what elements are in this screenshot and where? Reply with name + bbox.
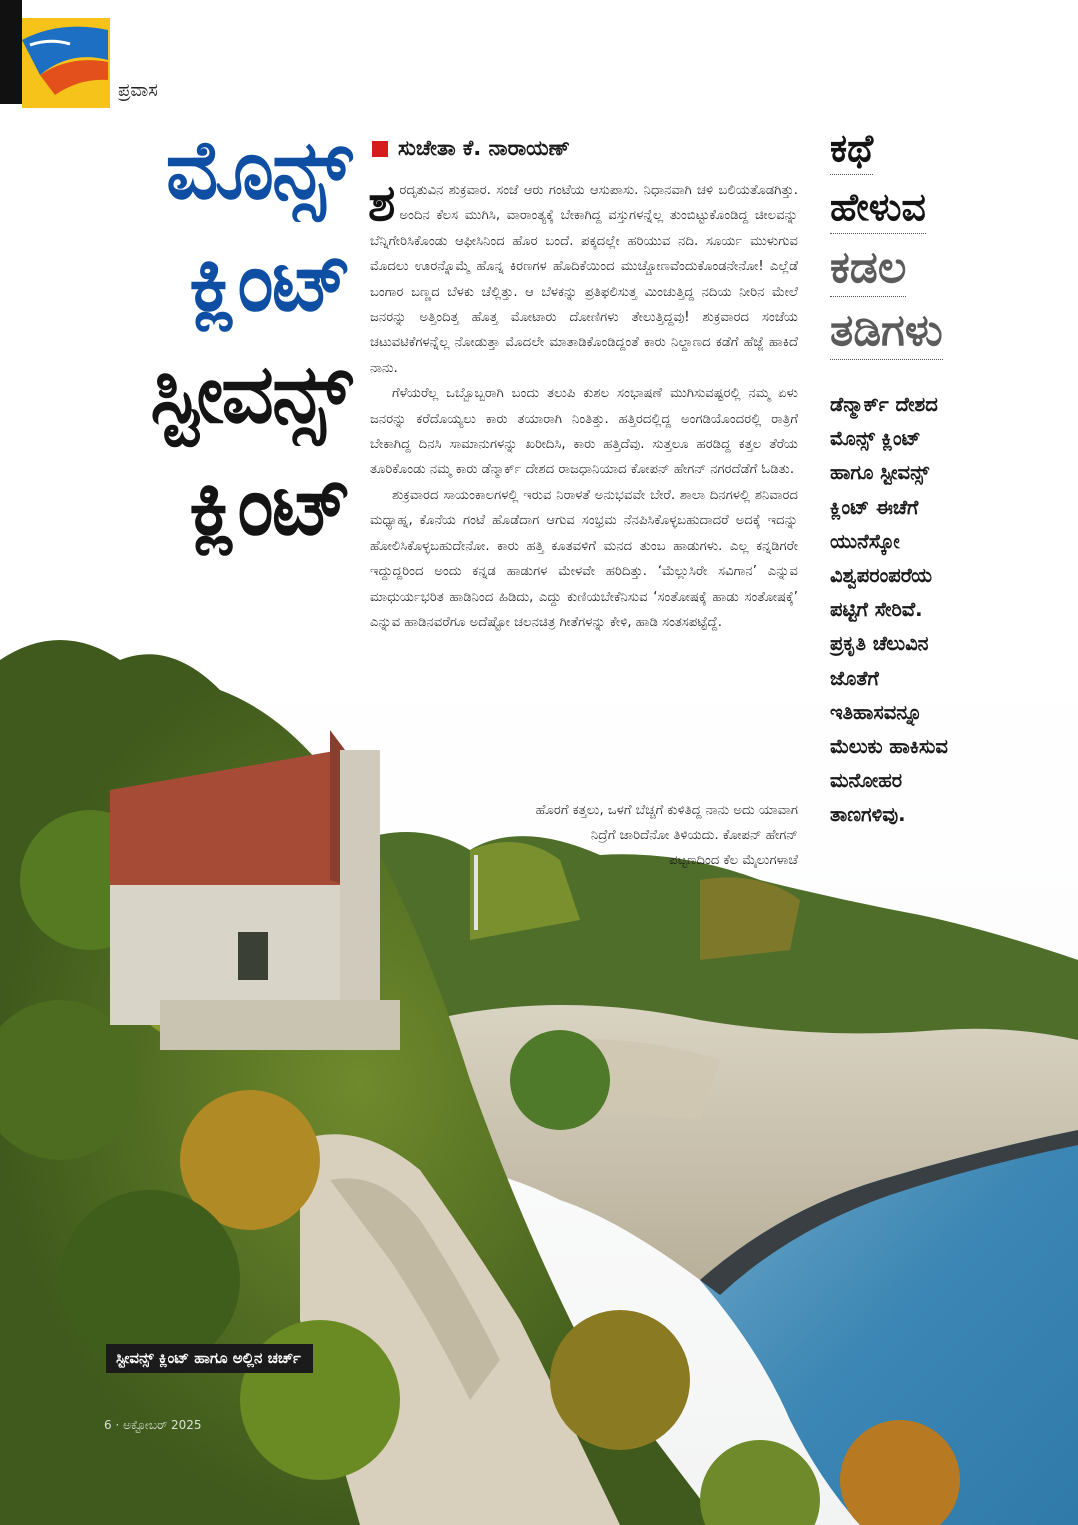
summary-line: ತಾಣಗಳಿವು. bbox=[830, 803, 906, 827]
title-line-2: ಕ್ಲಿಂಟ್ bbox=[189, 235, 350, 330]
magazine-logo-icon bbox=[0, 0, 115, 110]
section-label: ಪ್ರವಾಸ bbox=[118, 80, 158, 101]
side-heading bbox=[830, 122, 1030, 366]
paragraph-1-text: ರದೃತುವಿನ ಶುಕ್ರವಾರ. ಸಂಜೆ ಆರು ಗಂಟೆಯ ಆಸುಪಾಸು. ನಿಧಾನವಾಗಿ ಚಳಿ ಬಲಿಯತೊಡಗಿತ್ತು. ಅಂದಿನ ಕೆಲಸ ಮುಗಿಸಿ, ವಾರಾಂತ್ಯಕ್ಕೆ ಬೇಕಾಗಿದ್ದ ವಸ್ತುಗಳನ್ನೆಲ್ಲ ತುಂಬಿಟ್ಟುಕೊಂಡಿದ್ದ ಚೀಲವನ್ನು ಬೆನ್ನಿಗೇರಿಸಿಕೊಂಡು ಆಫೀಸಿನಿಂದ ಹೊರ ಬಂದೆ. ಪಕ್ಕದಲ್ಲೇ ಹರಿಯುವ ನದಿ. ಸೂರ್ಯ ಮುಳುಗುವ ಮೊದಲು ಊರನ್ನೊಮ್ಮೆ ಹೊನ್ನ ಕಿರಣಗಳ ಹೊದಿಕೆಯಿಂದ ಮುಚ್ಚೋಣವೆಂದುಕೊಂಡನೇನೋ! ಎಲ್ಲೆಡೆ ಬಂಗಾರ ಬಣ್ಣದ ಬೆಳಕು ಚೆಲ್ಲಿತ್ತು. ಆ ಬೆಳಕನ್ನು ಪ್ರತಿಫಲಿಸುತ್ತ ಮಿಂಚುತ್ತಿದ್ದ ನದಿಯ ನೀರಿನ ಮೇಲೆ ಜನರನ್ನು ಅತ್ತಿಂದಿತ್ತ ಹೊತ್ತ ಮೋಟಾರು ದೋಣಿಗಳು ತೇಲುತ್ತಿದ್ದವು! ಶುಕ್ರವಾರದ ಸಂಜೆಯ ಚಟುವಟಿಕೆಗಳನ್ನೆಲ್ಲ ನೋಡುತ್ತಾ ಮೊದಲೇ ಮಾತಾಡಿಕೊಂಡಿದ್ದಂತೆ ಕಾರು ನಿಲ್ದಾಣದ ಕಡೆಗೆ ಹೆಜ್ಜೆ ಹಾಕಿದೆ ನಾನು. bbox=[370, 183, 798, 376]
side-heading-2: ಹೇಳುವ bbox=[830, 181, 926, 234]
side-heading-3: ಕಡಲ bbox=[830, 240, 906, 297]
paragraph-3: ಶುಕ್ರವಾರದ ಸಾಯಂಕಾಲಗಳಲ್ಲಿ ಇರುವ ನಿರಾಳತೆ ಅನುಭವವೇ ಬೇರೆ. ಶಾಲಾ ದಿನಗಳಲ್ಲಿ ಶನಿವಾರದ ಮಧ್ಯಾಹ್ನ, ಕೊನೆಯ ಗಂಟೆ ಹೊಡೆದಾಗ ಆಗುವ ಸಂಭ್ರಮ ನೆನಪಿಸಿಕೊಳ್ಳಬಹುದಾದರೆ ಅದಕ್ಕೆ ಇದನ್ನು ಹೋಲಿಸಿಕೊಳ್ಳಬಹುದೇನೋ. ಕಾರು ಹತ್ತಿ ಕೂತವಳಿಗೆ ಮನದ ತುಂಬ ಹಾಡುಗಳು. ಎಲ್ಲ ಕನ್ನಡಿಗರೇ ಇದ್ದುದ್ದರಿಂದ ಅಂದು ಕನ್ನಡ ಹಾಡುಗಳ ಮೇಳವೇ ಹರಿದಿತ್ತು. ‘ಮೆಲ್ಲುಸಿರೇ ಸವಿಗಾನ’ ಎನ್ನುವ ಮಾಧುರ್ಯಭರಿತ ಹಾಡಿನಿಂದ ಹಿಡಿದು, ಎದ್ದು ಕುಣಿಯಬೇಕೆನಿಸುವ ‘ಸಂತೋಷಕ್ಕೆ ಹಾಡು ಸಂತೋಷಕ್ಕೆ’ ಎನ್ನುವ ಹಾಡಿನವರೆಗೂ ಅದೆಷ್ಟೋ ಚಲನಚಿತ್ರ ಗೀತೆಗಳನ್ನು ಕೇಳಿ, ಹಾಡಿ ಸಂತಸಪಟ್ಟೆದ್ದೆ. bbox=[370, 487, 798, 630]
article-title bbox=[100, 115, 350, 563]
author-byline bbox=[372, 136, 570, 161]
side-summary bbox=[830, 388, 1040, 833]
author-name: ಸುಚೇತಾ ಕೆ. ನಾರಾಯಣ್ bbox=[398, 136, 570, 160]
paragraph-1 bbox=[368, 174, 798, 381]
drop-cap: ಶ bbox=[368, 174, 396, 232]
page-footer: 6 · ಅಕ್ಟೋಬರ್ 2025 bbox=[104, 1418, 202, 1432]
summary-line: ಕ್ಲಿಂಟ್ ಈಚೆಗೆ bbox=[830, 495, 919, 519]
title-line-3: ಸ್ಟೀವನ್ಸ್ bbox=[150, 347, 350, 442]
summary-line: ಡೆನ್ಮಾರ್ಕ್ ದೇಶದ bbox=[830, 393, 938, 416]
side-heading-4: ತಡಿಗಳು bbox=[830, 303, 943, 360]
summary-line: ಹಾಗೂ ಸ್ಟೀವನ್ಸ್ bbox=[830, 461, 930, 485]
summary-line: ಮನೋಹರ bbox=[830, 769, 903, 793]
summary-line: ಪಟ್ಟಿಗೆ ಸೇರಿವೆ. bbox=[830, 598, 923, 622]
red-square-icon bbox=[372, 141, 388, 157]
summary-line: ವಿಶ್ವಪರಂಪರೆಯ bbox=[830, 564, 933, 588]
summary-line: ಮೆಲುಕು ಹಾಕಿಸುವ bbox=[830, 735, 948, 759]
paragraph-4-line-3: ಪಟ್ಟಣದಿಂದ ಕೆಲ ಮೈಲುಗಳಾಚೆ bbox=[669, 853, 798, 868]
title-line-4: ಕ್ಲಿಂಟ್ bbox=[189, 459, 350, 554]
photo-caption: ಸ್ಟೀವನ್ಸ್ ಕ್ಲಿಂಟ್ ಹಾಗೂ ಅಲ್ಲಿನ ಚರ್ಚ್ bbox=[106, 1344, 313, 1373]
article-body bbox=[368, 174, 798, 635]
title-line-1: ಮೊನ್ಸ್ bbox=[165, 123, 350, 218]
summary-line: ಯುನೆಸ್ಕೋ bbox=[830, 529, 900, 553]
paragraph-4-line-1: ಹೊರಗೆ ಕತ್ತಲು, ಒಳಗೆ ಬೆಚ್ಚಗೆ ಕುಳಿತಿದ್ದ ನಾನು ಅದು ಯಾವಾಗ bbox=[535, 803, 798, 818]
summary-line: ಇತಿಹಾಸವನ್ನೂ bbox=[830, 700, 923, 724]
summary-line: ಜೊತೆಗೆ bbox=[830, 666, 879, 690]
summary-line: ಮೊನ್ಸ್ ಕ್ಲಿಂಟ್ bbox=[830, 427, 921, 451]
side-heading-1: ಕಥೆ bbox=[830, 122, 873, 175]
summary-line: ಪ್ರಕೃತಿ ಚೆಲುವಿನ bbox=[830, 632, 929, 656]
paragraph-2: ಗೆಳೆಯರೆಲ್ಲ ಒಬ್ಬೊಬ್ಬರಾಗಿ ಬಂದು ತಲುಪಿ ಕುಶಲ ಸಂಭಾಷಣೆ ಮುಗಿಸುವಷ್ಟರಲ್ಲಿ ನಮ್ಮ ಏಳು ಜನರನ್ನು ಕರೆದೊಯ್ಯಲು ಕಾರು ತಯಾರಾಗಿ ನಿಂತಿತ್ತು. ಹತ್ತಿರದಲ್ಲಿದ್ದ ಅಂಗಡಿಯೊಂದರಲ್ಲಿ ರಾತ್ರಿಗೆ ಬೇಕಾಗಿದ್ದ ದಿನಸಿ ಸಾಮಾನುಗಳನ್ನು ಖರೀದಿಸಿ, ಕಾರು ಹತ್ತಿದೆವು. ಸುತ್ತಲೂ ಹರಡಿದ್ದ ಕತ್ತಲ ತೆರೆಯ ತೂರಿಕೊಂಡು ನಮ್ಮ ಕಾರು ಡೆನ್ಮಾರ್ಕ್ ದೇಶದ ರಾಜಧಾನಿಯಾದ ಕೋಪನ್ ಹೇಗನ್ ನಗರದೆಡೆಗೆ ಓಡಿತು. bbox=[370, 386, 798, 478]
paragraph-4-line-2: ನಿದ್ರೆಗೆ ಜಾರಿದೆನೋ ತಿಳಿಯದು. ಕೋಪನ್ ಹೇಗನ್ bbox=[590, 828, 798, 843]
